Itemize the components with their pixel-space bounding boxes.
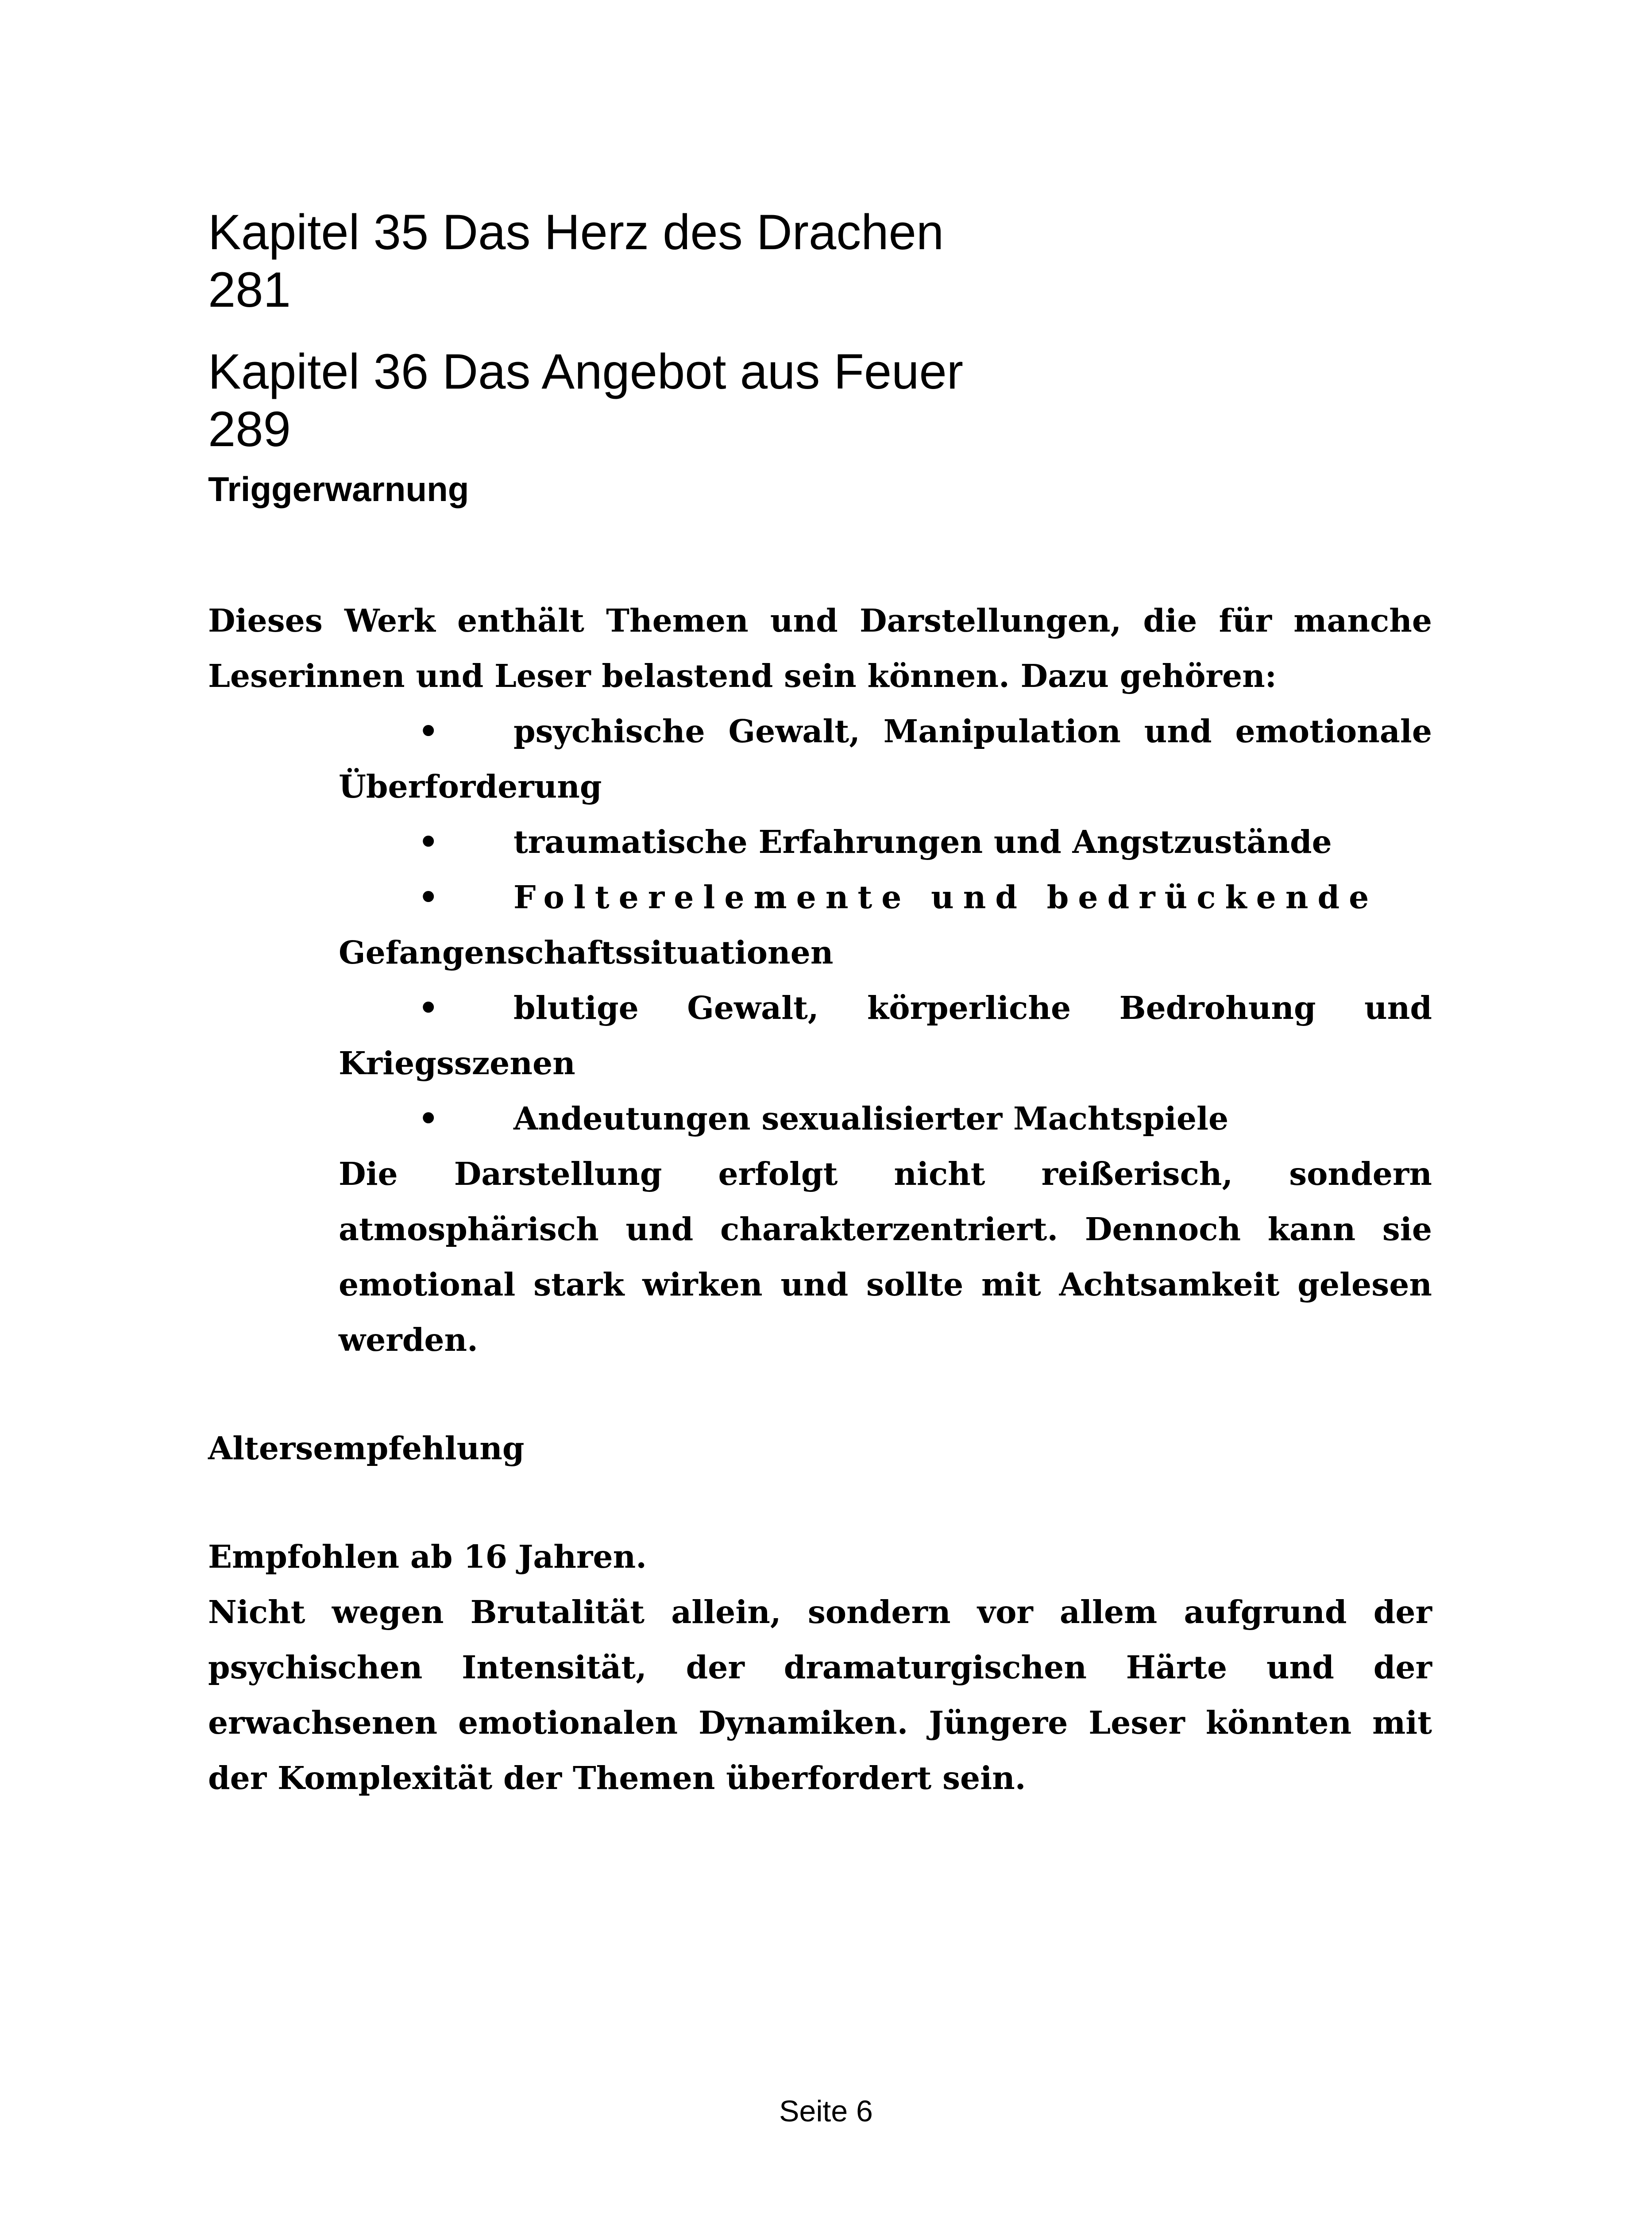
list-item bbox=[339, 1091, 1432, 1146]
bullet-icon: • bbox=[418, 713, 439, 750]
bullet-icon: • bbox=[418, 879, 448, 916]
toc-title: Kapitel 36 Das Angebot aus Feuer bbox=[208, 344, 964, 399]
list-item-text: traumatische Erfahrungen und Angstzustände bbox=[513, 823, 1332, 860]
toc-title: Kapitel 35 Das Herz des Drachen bbox=[208, 204, 944, 260]
list-item-text: Gefangenschaftssituationen bbox=[339, 934, 834, 971]
list-item-text: Folterelemente und bedrückende bbox=[513, 879, 1378, 916]
age-heading: Altersempfehlung bbox=[208, 1430, 525, 1467]
list-item-text: blutige Gewalt, körperliche Bedrohung und Kriegsszenen bbox=[339, 989, 1432, 1082]
trigger-intro: Dieses Werk enthält Themen und Darstellungen, die für manche Leserinnen und Leser belastend sein können. Dazu gehören: bbox=[208, 602, 1432, 694]
trigger-list bbox=[339, 704, 1432, 1146]
age-explanation: Nicht wegen Brutalität allein, sondern vor allem aufgrund der psychischen Intensität, der dramaturgischen Härte und der erwachsenen emotionalen Dynamiken. Jüngere Leser könnten mit der Komplexität der Themen überfordert sein. bbox=[208, 1593, 1432, 1797]
bullet-icon: • bbox=[418, 989, 439, 1026]
toc-page-number: 289 bbox=[208, 401, 291, 457]
trigger-warning-heading: Triggerwarnung bbox=[208, 470, 469, 509]
toc-page-number: 281 bbox=[208, 262, 291, 317]
age-section bbox=[208, 1529, 1432, 1806]
page-number-footer: Seite 6 bbox=[779, 2094, 873, 2128]
bullet-icon: • bbox=[418, 823, 439, 860]
list-item bbox=[339, 870, 1432, 925]
trigger-closing: Die Darstellung erfolgt nicht reißerisch, sondern atmosphärisch und charakterzentriert. Dennoch kann sie emotional stark wirken und sollte mit Achtsamkeit gelesen werden. bbox=[339, 1155, 1432, 1358]
list-item bbox=[339, 704, 1432, 814]
list-item-text: psychische Gewalt, Manipulation und emotionale Überforderung bbox=[339, 713, 1432, 805]
bullet-icon: • bbox=[418, 1100, 439, 1137]
age-recommendation: Empfohlen ab 16 Jahren. bbox=[208, 1538, 647, 1575]
list-item-continuation bbox=[339, 925, 1432, 980]
list-item-text: Andeutungen sexualisierter Machtspiele bbox=[513, 1100, 1229, 1137]
list-item bbox=[339, 814, 1432, 870]
list-item bbox=[339, 980, 1432, 1091]
